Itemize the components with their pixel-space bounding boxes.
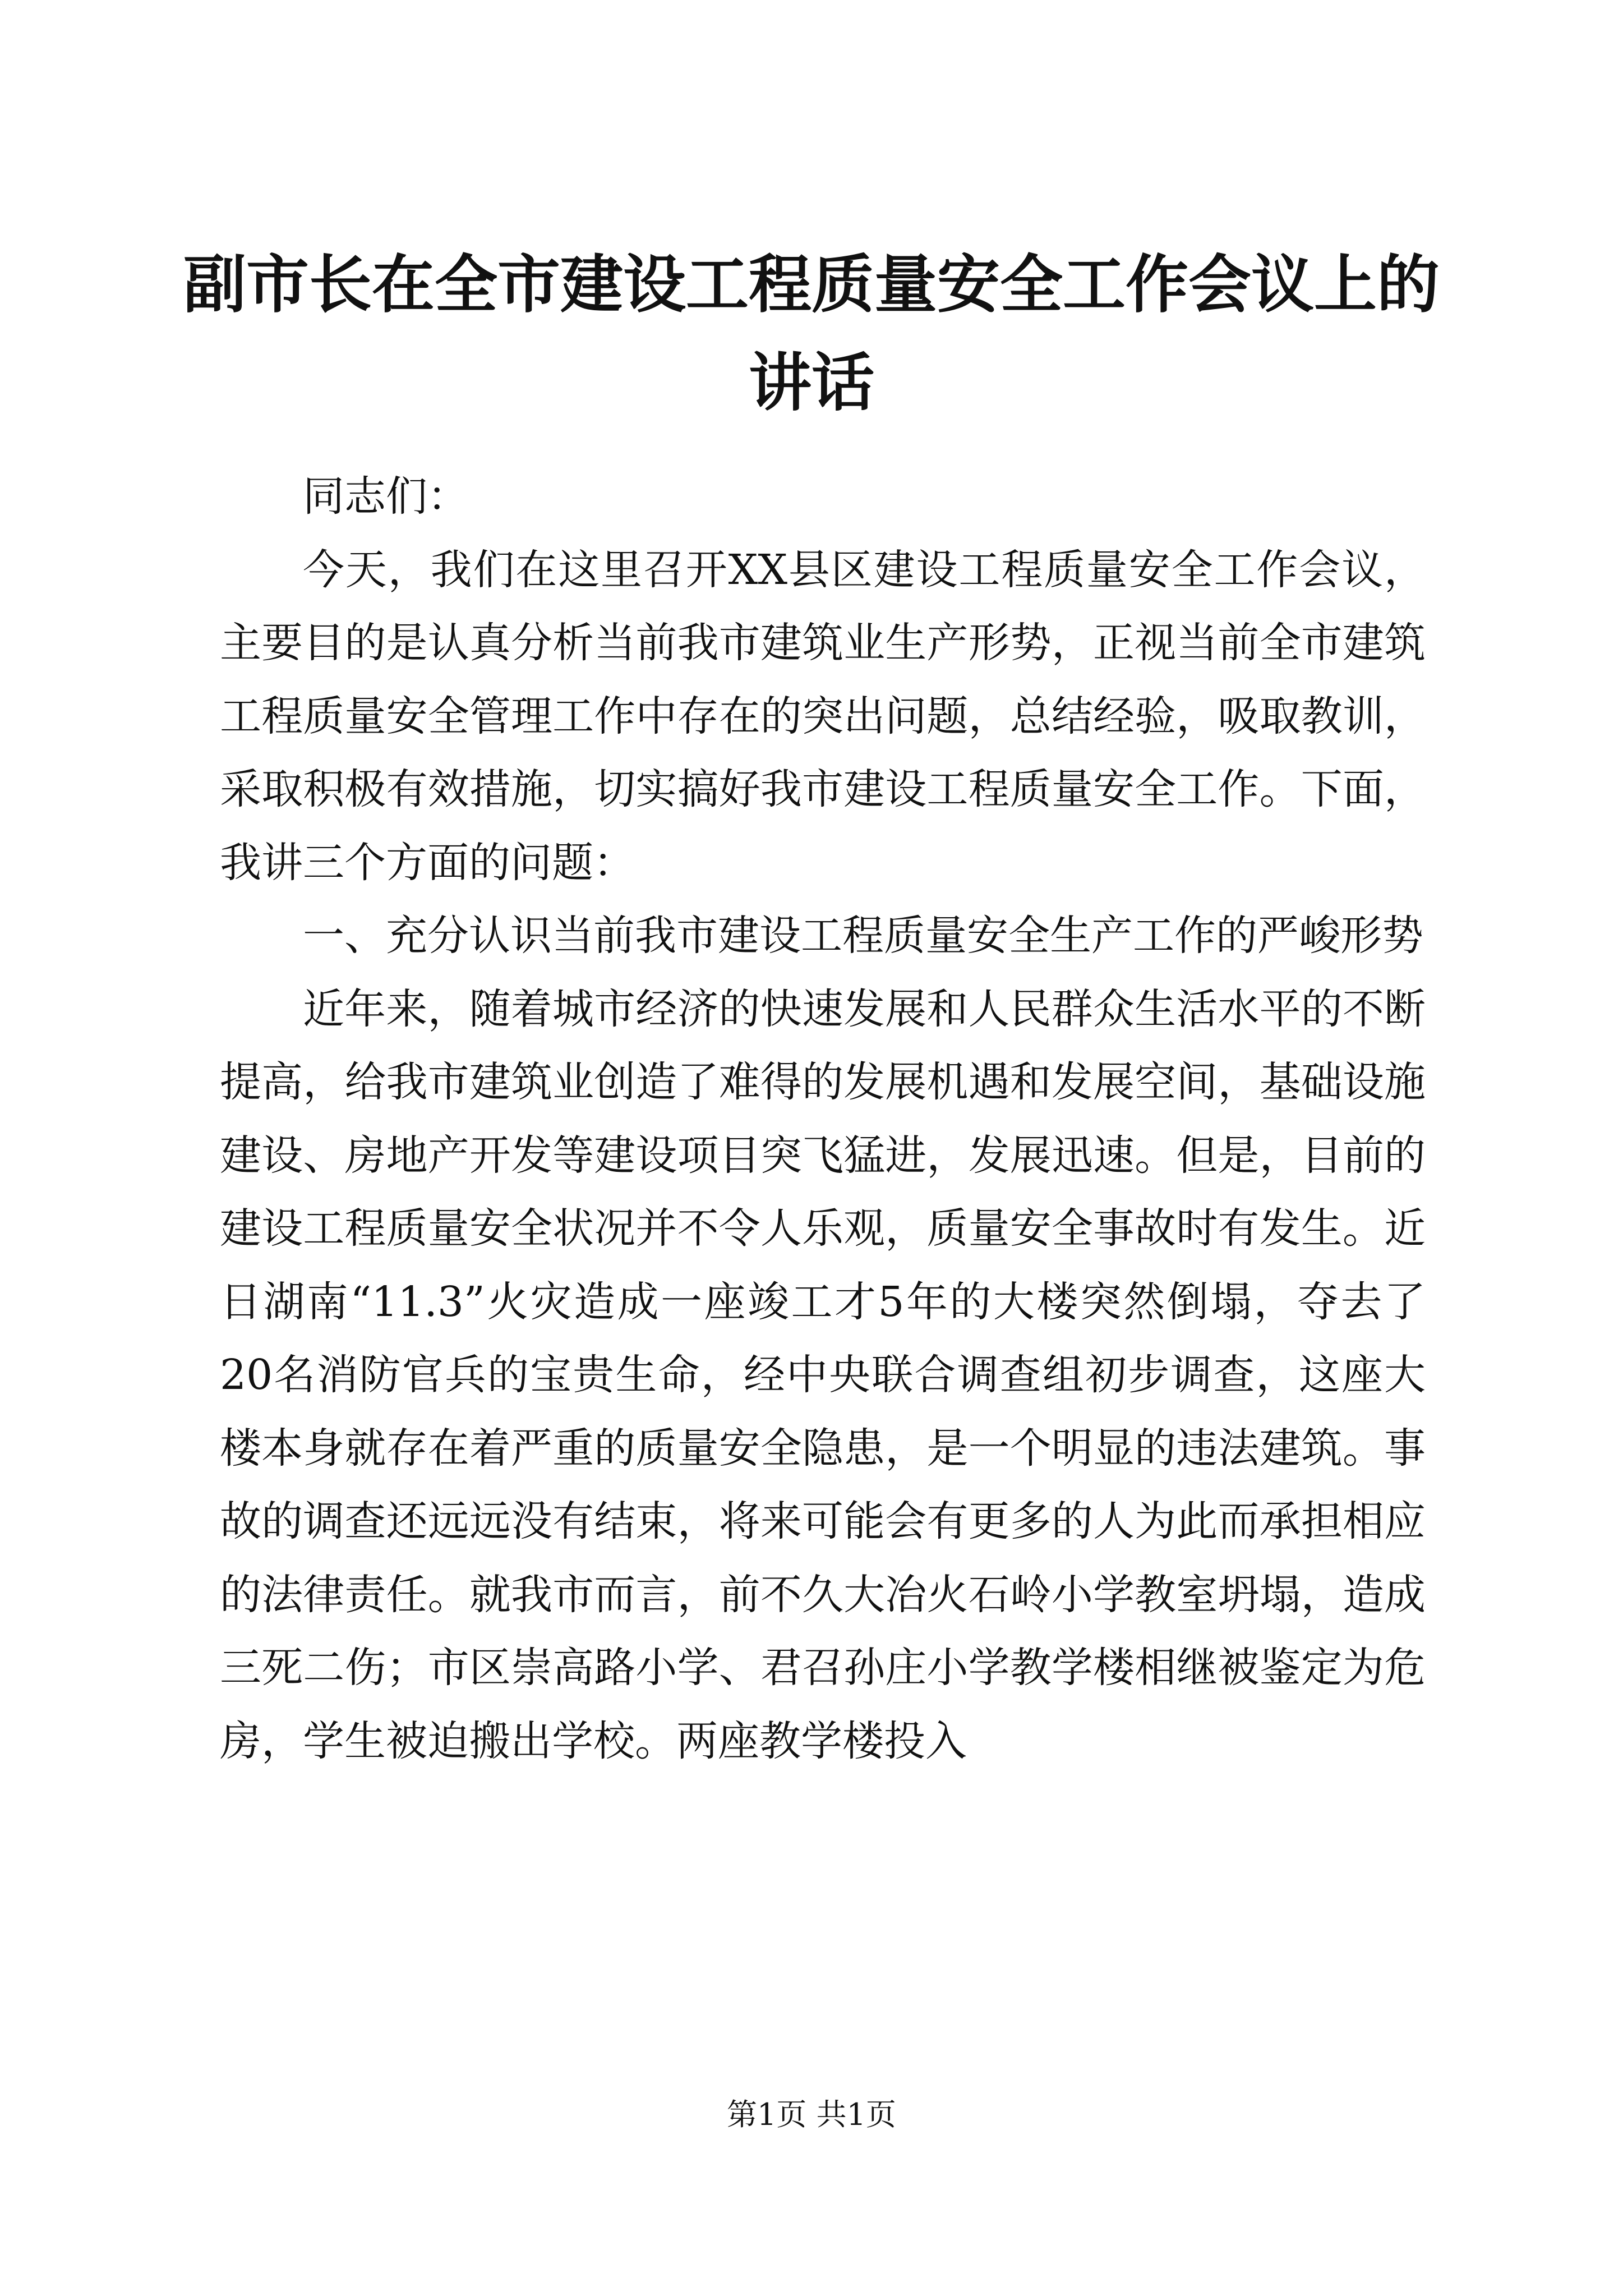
document-title: 副市长在全市建设工程质量安全工作会议上的讲话: [183, 248, 1440, 420]
intro-paragraph: 今天，我们在这里召开XX县区建设工程质量安全工作会议，主要目的是认真分析当前我市建筑业生产形势，正视当前全市建筑工程质量安全管理工作中存在的突出问题，总结经验，吸取教训，采取积极有效措施，切实搞好我市建设工程质量安全工作。下面，我讲三个方面的问题：: [220, 545, 1426, 887]
body-paragraph: 近年来，随着城市经济的快速发展和人民群众生活水平的不断提高，给我市建筑业创造了难得的发展机遇和发展空间，基础设施建设、房地产开发等建设项目突飞猛进，发展迅速。但是，目前的建设工程质量安全状况并不令人乐观，质量安全事故时有发生。近日湖南“11.3”火灾造成一座竣工才5年的大楼突然倒塌，夺去了20名消防官兵的宝贵生命，经中央联合调查组初步调查，这座大楼本身就存在着严重的质量安全隐患，是一个明显的违法建筑。事故的调查还远远没有结束，将来可能会有更多的人为此而承担相应的法律责任。就我市而言，前不久大冶火石岭小学教室坍塌，造成三死二伤；市区崇高路小学、君召孙庄小学教学楼相继被鉴定为危房，学生被迫搬出学校。两座教学楼投入: [220, 984, 1426, 1765]
page-footer: 第1页 共1页: [727, 2097, 896, 2132]
section-heading-paragraph: 一、充分认识当前我市建设工程质量安全生产工作的严峻形势: [303, 912, 1423, 960]
document-body: [220, 460, 1426, 1778]
salutation-paragraph: 同志们：: [303, 472, 469, 521]
